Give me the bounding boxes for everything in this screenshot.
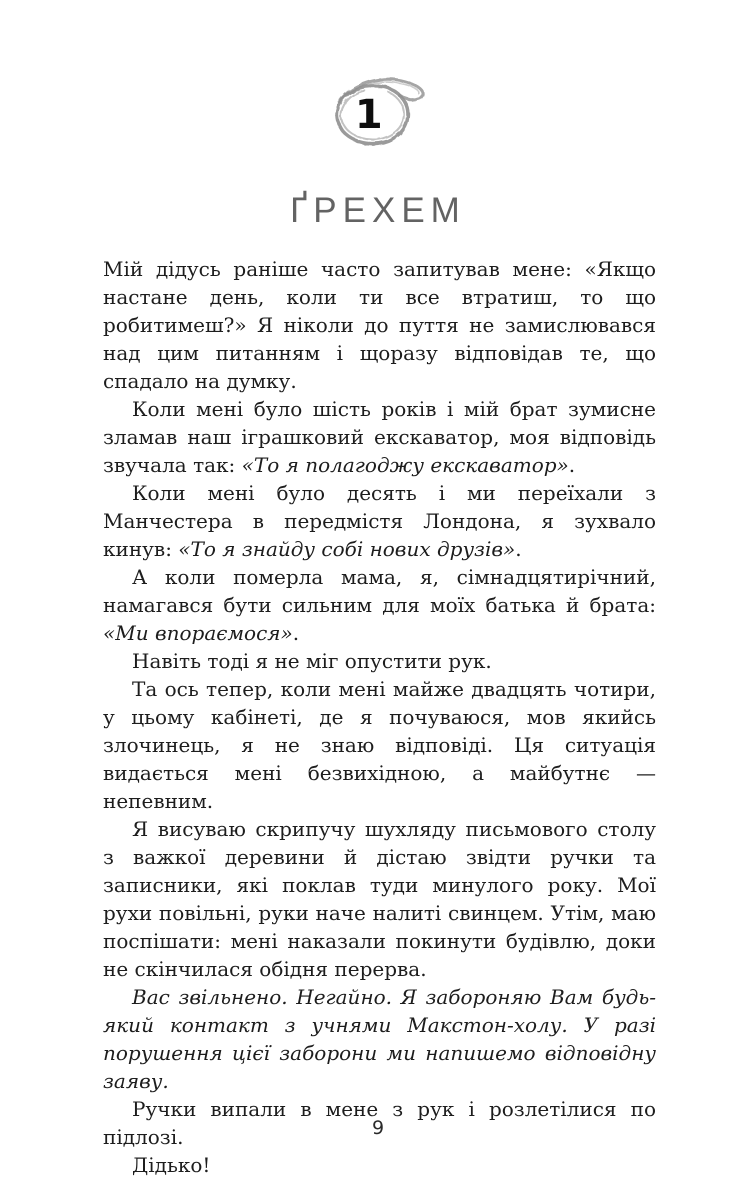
page-footer bbox=[0, 1117, 756, 1139]
text-segment: Дідько! bbox=[132, 1152, 211, 1177]
chapter-number: 1 bbox=[354, 91, 383, 138]
text-segment: Мій дідусь раніше часто запитував мене: «Якщо настане день, коли ти все втратиш, то що робитимеш?» Я ніколи до пуття не замислювався над цим питанням і щоразу відповідав те, що спадало на думку. bbox=[103, 256, 656, 393]
text-segment: А коли померла мама, я, сімнадцятирічний, намагався бути сильним для моїх батька й брата: bbox=[103, 564, 656, 617]
text-segment: Та ось тепер, коли мені майже двадцять чотири, у цьому кабінеті, де я почуваюся, мов якийсь злочинець, я не знаю відповіді. Ця ситуація видається мені безвихідною, а майбутнє — непевним. bbox=[103, 676, 656, 813]
italic-text-segment: «Ми впораємося» bbox=[103, 620, 293, 645]
paragraph bbox=[103, 1151, 656, 1179]
text-segment: Коли мені було шість років і мій брат зумисне зламав наш іграшковий екскаватор, моя відповідь звучала так: bbox=[103, 396, 656, 477]
paragraph bbox=[103, 563, 656, 647]
text-segment: Навіть тоді я не міг опустити рук. bbox=[132, 648, 492, 673]
text-segment: . bbox=[515, 536, 522, 561]
paragraph bbox=[103, 815, 656, 983]
chapter-number-ornament bbox=[327, 74, 429, 148]
paragraph bbox=[103, 255, 656, 395]
text-segment: Коли мені було десять і ми переїхали з Манчестера в передмістя Лондона, я зухвало кинув: bbox=[103, 480, 656, 561]
text-segment: Ручки випали в мене з рук і розлетілися по підлозі. bbox=[103, 1096, 656, 1149]
chapter-title: ҐРЕХЕМ bbox=[290, 191, 466, 230]
italic-text-segment: Вас звільнено. Негайно. Я забороняю Вам будь-який контакт з учнями Макстон-холу. У разі порушення цієї заборони ми напишемо відповідну заяву. bbox=[103, 984, 656, 1093]
text-segment: . bbox=[568, 452, 576, 477]
paragraph bbox=[103, 647, 656, 675]
italic-text-segment: «То я знайду собі нових друзів» bbox=[178, 536, 516, 561]
paragraph bbox=[103, 479, 656, 563]
paragraph bbox=[103, 675, 656, 815]
page-number: 9 bbox=[371, 1117, 385, 1139]
text-segment: . bbox=[292, 620, 300, 645]
chapter-header bbox=[0, 0, 756, 231]
text-segment: Я висуваю скрипучу шухляду письмового столу з важкої деревини й дістаю звідти ручки та записники, які поклав туди минулого року. Мої рухи повільні, руки наче налиті свинцем. Утім, маю поспішати: мені наказали покинути будівлю, доки не скінчилася обідня перерва. bbox=[103, 816, 656, 981]
italic-text-segment: «То я полагоджу екскаватор» bbox=[241, 452, 569, 477]
paragraph bbox=[103, 395, 656, 479]
paragraph bbox=[103, 983, 656, 1095]
body-text bbox=[0, 255, 756, 1179]
